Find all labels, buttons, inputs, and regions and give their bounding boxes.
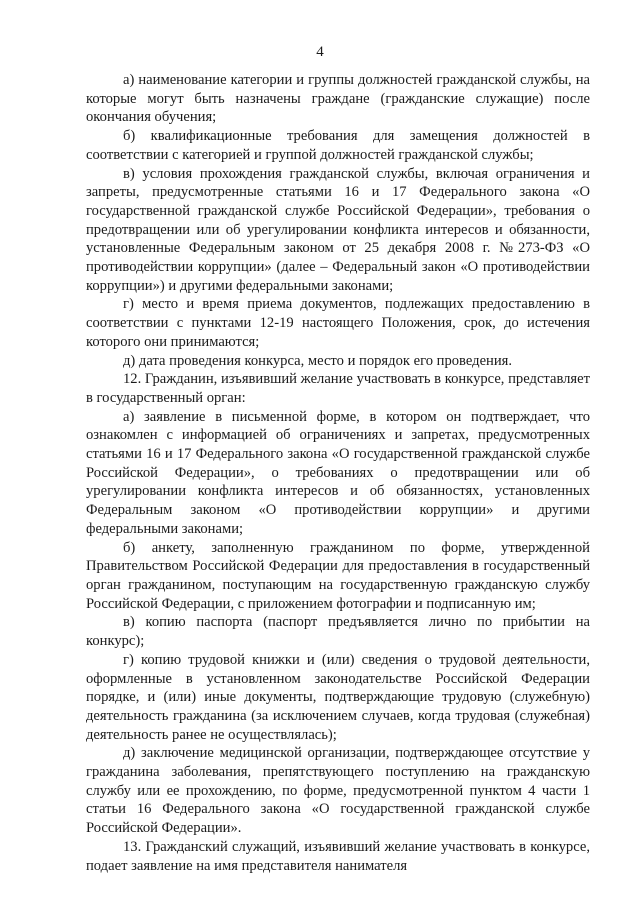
paragraph-questionnaire: б) анкету, заполненную гражданином по форме, утвержденной Правительством Российской Федерации для предоставления в государственный орган гражданином, поступающим на государственную гражданскую службу Российской Федерации, с приложением фотографии и подписанную им; — [86, 539, 590, 612]
paragraph-medical-certificate: д) заключение медицинской организации, подтверждающее отсутствие у гражданина заболевания, препятствующего поступлению на гражданскую службу или ее прохождению, по форме, предусмотренной пунктом 4 части 1 статьи 16 Федерального закона «О государственной гражданской службе Российской Федерации». — [86, 745, 590, 837]
page-number: 4 — [316, 44, 324, 60]
document-body — [86, 71, 590, 875]
paragraph-application: а) заявление в письменной форме, в котором он подтверждает, что ознакомлен с информацией об ограничениях и запретах, предусмотренных статьями 16 и 17 Федерального закона «О государственной гражданской службе Российской Федерации», о требованиях о предотвращении или об урегулировании конфликта интересов и об обязанностях, установленных Федеральным законом «О противодействии коррупции» и другими федеральными законами; — [86, 408, 590, 537]
paragraph-category-group: а) наименование категории и группы должностей гражданской службы, на которые могут быть назначены граждане (гражданские служащие) после окончания обучения; — [86, 72, 590, 126]
paragraph-qualification-requirements: б) квалификационные требования для замещения должностей в соответствии с категорией и группой должностей гражданской службы; — [86, 128, 590, 163]
paragraph-item-13: 13. Гражданский служащий, изъявивший желание участвовать в конкурсе, подает заявление на имя представителя нанимателя — [86, 838, 590, 874]
paragraph-passport-copy: в) копию паспорта (паспорт предъявляется лично по прибытии на конкурс); — [86, 614, 590, 650]
paragraph-item-12: 12. Гражданин, изъявивший желание участвовать в конкурсе, представляет в государственный орган: — [86, 371, 590, 406]
paragraph-document-acceptance: г) место и время приема документов, подлежащих предоставлению в соответствии с пунктами 12-19 настоящего Положения, срок, до истечения которого они принимаются; — [86, 296, 590, 350]
paragraph-service-conditions: в) условия прохождения гражданской службы, включая ограничения и запреты, предусмотренные статьями 16 и 17 Федерального закона «О государственной гражданской службе Российской Федерации», требования о предотвращении или об урегулировании конфликта интересов и обязанности, установленные Федеральным законом от 25 декабря 2008 г. №273-ФЗ «О противодействии коррупции» (далее – Федеральный закон «О противодействии коррупции») и другими федеральными законами; — [86, 165, 590, 294]
paragraph-contest-date: д) дата проведения конкурса, место и порядок его проведения. — [123, 352, 513, 369]
paragraph-employment-record: г) копию трудовой книжки и (или) сведения о трудовой деятельности, оформленные в установленном законодательстве Российской Федерации порядке, и (или) иные документы, подтверждающие трудовую (служебную) деятельность гражданина (за исключением случаев, когда трудовая (служебная) деятельность ранее не осуществлялась); — [86, 651, 590, 743]
